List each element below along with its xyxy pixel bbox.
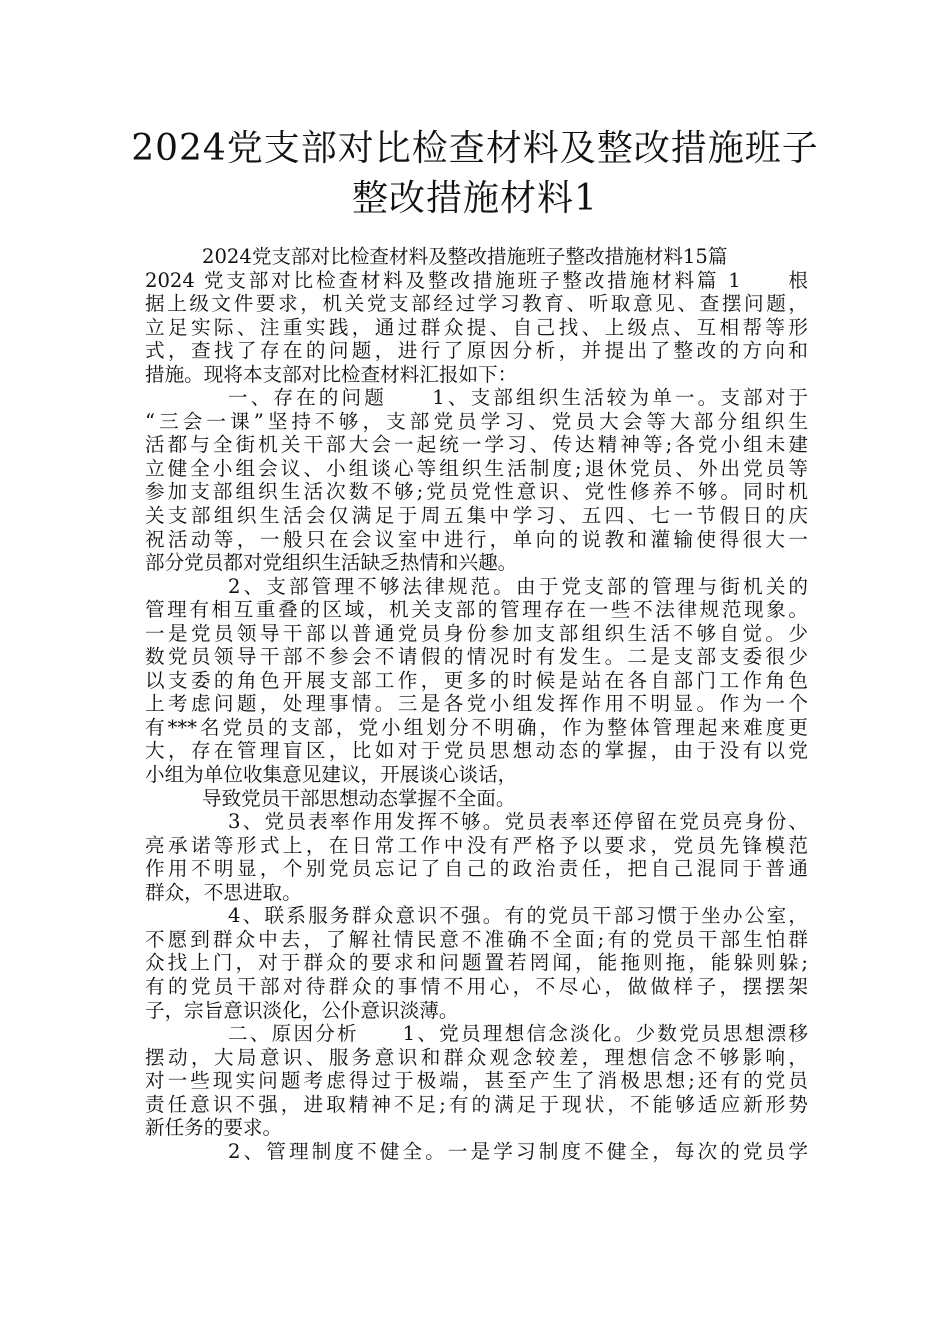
body-line: 群众，不思进取。 xyxy=(145,880,302,904)
body-line: 一是党员领导干部以普通党员身份参加支部组织生活不够自觉。少 xyxy=(145,621,808,645)
body-line: 关支部组织生活会仅满足于周五集中学习、五四、七一节假日的庆 xyxy=(145,504,808,528)
body-line: 据上级文件要求，机关党支部经过学习教育、听取意见、查摆问题， xyxy=(145,292,808,316)
body-line: 作用不明显，个别党员忘记了自己的政治责任，把自己混同于普通 xyxy=(145,857,808,881)
body-line: 部分党员都对党组织生活缺乏热情和兴趣。 xyxy=(145,551,518,575)
body-line: 上考虑问题，处理事情。三是各党小组发挥作用不明显。作为一个 xyxy=(145,692,808,716)
body-line: 责任意识不强，进取精神不足;有的满足于现状，不能够适应新形势 xyxy=(145,1092,808,1116)
body-line: 2、管理制度不健全。一是学习制度不健全，每次的党员学 xyxy=(228,1139,808,1163)
document-body xyxy=(145,245,808,1163)
body-line: 子，宗旨意识淡化，公仆意识淡薄。 xyxy=(145,998,459,1022)
body-line: 以支委的角色开展支部工作，更多的时候是站在各自部门工作角色 xyxy=(145,668,808,692)
body-line: 新任务的要求。 xyxy=(145,1116,283,1140)
body-line: 二、原因分析 1、党员理想信念淡化。少数党员思想漂移 xyxy=(228,1022,808,1046)
body-line: 祝活动等，一般只在会议室中进行，单向的说教和灌输使得很大一 xyxy=(145,527,808,551)
body-line: 导致党员干部思想动态掌握不全面。 xyxy=(202,786,516,810)
body-line: 立足实际、注重实践，通过群众提、自己找、上级点、互相帮等形 xyxy=(145,315,808,339)
body-line: 活都与全街机关干部大会一起统一学习、传达精神等;各党小组未建 xyxy=(145,433,808,457)
body-line: 数党员领导干部不参会不请假的情况时有发生。二是支部支委很少 xyxy=(145,645,808,669)
body-line: 管理有相互重叠的区域，机关支部的管理存在一些不法律规范现象。 xyxy=(145,598,808,622)
document-title-line-2: 整改措施材料1 xyxy=(352,178,598,219)
body-line: 参加支部组织生活次数不够;党员党性意识、党性修养不够。同时机 xyxy=(145,480,808,504)
body-line: 立健全小组会议、小组谈心等组织生活制度;退休党员、外出党员等 xyxy=(145,456,808,480)
body-line: 众找上门，对于群众的要求和问题置若罔闻，能拖则拖，能躲则躲; xyxy=(145,951,808,975)
body-line: 对一些现实问题考虑得过于极端，甚至产生了消极思想;还有的党员 xyxy=(145,1069,808,1093)
body-line: 大，存在管理盲区，比如对于党员思想动态的掌握，由于没有以党 xyxy=(145,739,808,763)
body-line: 摆动，大局意识、服务意识和群众观念较差，理想信念不够影响， xyxy=(145,1045,808,1069)
document-title-line-1: 2024党支部对比检查材料及整改措施班子 xyxy=(131,128,819,169)
body-line: 式，查找了存在的问题，进行了原因分析，并提出了整改的方向和 xyxy=(145,339,808,363)
body-line: 2024 党支部对比检查材料及整改措施班子整改措施材料篇 1 根 xyxy=(145,268,808,292)
body-line: 措施。现将本支部对比检查材料汇报如下： xyxy=(145,362,518,386)
body-line: 2024党支部对比检查材料及整改措施班子整改措施材料15篇 xyxy=(202,245,728,268)
body-line: 有的党员干部对待群众的事情不用心，不尽心，做做样子，摆摆架 xyxy=(145,974,808,998)
body-line: 小组为单位收集意见建议，开展谈心谈话， xyxy=(145,763,518,787)
body-line: “三会一课”坚持不够，支部党员学习、党员大会等大部分组织生 xyxy=(145,409,808,433)
body-line: 3、党员表率作用发挥不够。党员表率还停留在党员亮身份、 xyxy=(228,810,808,834)
body-line: 2、支部管理不够法律规范。由于党支部的管理与街机关的 xyxy=(228,574,808,598)
body-line: 亮承诺等形式上，在日常工作中没有严格予以要求，党员先锋模范 xyxy=(145,833,808,857)
body-line: 一、存在的问题 1、支部组织生活较为单一。支部对于 xyxy=(228,386,808,410)
body-line: 不愿到群众中去，了解社情民意不准确不全面;有的党员干部生怕群 xyxy=(145,927,808,951)
body-line: 有***名党员的支部，党小组划分不明确，作为整体管理起来难度更 xyxy=(145,715,808,739)
body-line: 4、联系服务群众意识不强。有的党员干部习惯于坐办公室， xyxy=(228,904,808,928)
